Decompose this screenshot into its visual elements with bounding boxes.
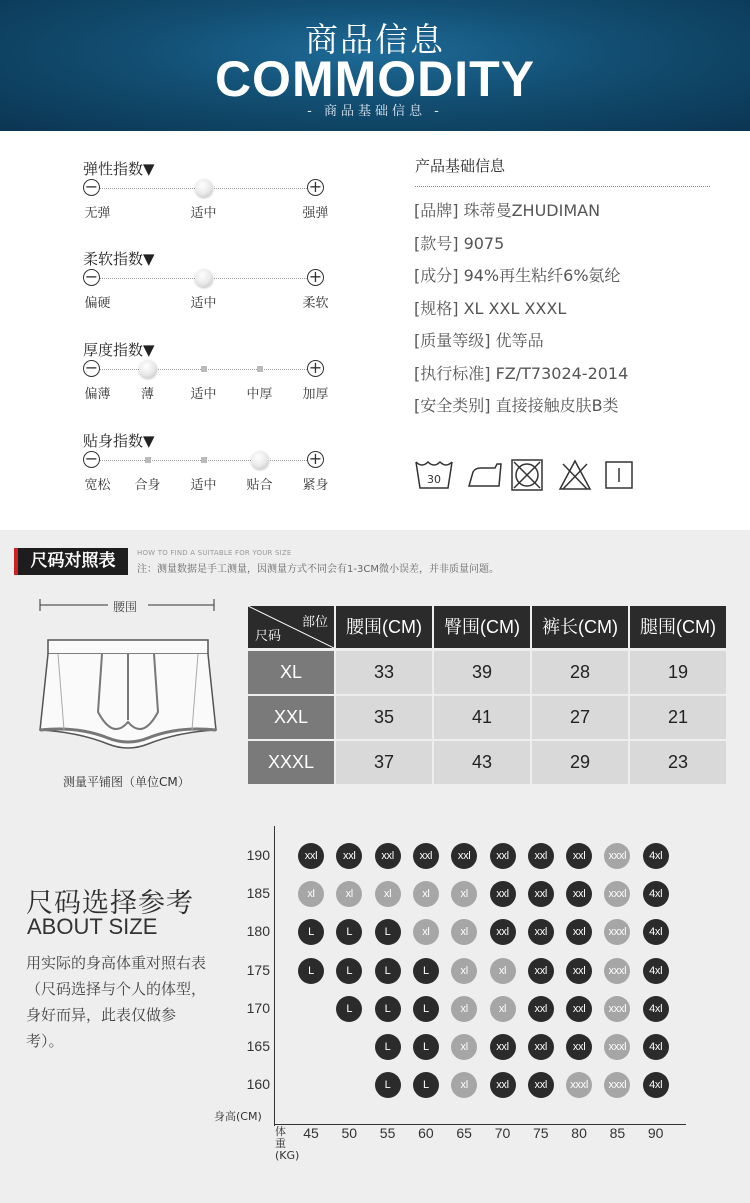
minus-icon: − <box>84 177 99 196</box>
size-dot: 4xl <box>643 958 669 984</box>
index-track <box>100 460 315 461</box>
size-chart-badge: 尺码对照表 <box>18 548 128 575</box>
index-track <box>100 369 315 370</box>
wash-temp: 30 <box>427 473 441 486</box>
table-header-cell: 腿围(CM) <box>630 606 726 648</box>
plus-icon: + <box>308 449 323 468</box>
y-tick-label: 185 <box>246 885 270 902</box>
size-dot: xxxl <box>604 881 630 907</box>
table-value-cell: 37 <box>336 741 432 784</box>
product-info-row: [成分] 94%再生粘纤6%氨纶 <box>414 266 621 285</box>
minus-icon: − <box>84 267 99 286</box>
y-tick-label: 170 <box>246 999 270 1016</box>
product-info-row: [安全类别] 直接接触皮肤B类 <box>414 396 619 415</box>
size-dot: xl <box>490 996 516 1022</box>
table-size-cell: XL <box>248 651 334 694</box>
y-tick-label: 190 <box>246 847 270 863</box>
x-axis-label: 体重(KG) <box>275 1125 300 1162</box>
y-tick-label: 165 <box>246 1038 270 1054</box>
index-label: 加厚 <box>302 387 329 402</box>
product-info-row: [款号] 9075 <box>414 233 505 253</box>
y-tick-label: 175 <box>246 961 270 978</box>
iron-icon <box>465 458 505 492</box>
plus-icon: + <box>308 267 323 286</box>
size-dot: xxl <box>490 919 516 945</box>
size-dot: xxxl <box>604 1034 630 1060</box>
no-bleach-icon <box>558 458 592 492</box>
index-tick <box>201 366 207 372</box>
table-header-cell: 臀围(CM) <box>434 606 530 648</box>
x-tick-label: 75 <box>533 1125 549 1141</box>
size-dot: L <box>298 958 324 984</box>
size-dot: L <box>375 958 401 984</box>
minus-icon: − <box>84 358 99 377</box>
size-dot: L <box>413 1034 439 1060</box>
x-tick-label: 80 <box>571 1125 587 1141</box>
size-dot: xxl <box>566 958 592 984</box>
size-dot: L <box>413 1072 439 1098</box>
index-knob <box>251 451 269 469</box>
size-dot: xxl <box>375 843 401 869</box>
index-label: 偏薄 <box>84 387 111 402</box>
index-label: 薄 <box>140 387 155 402</box>
size-dot: xxl <box>298 843 324 869</box>
size-dot: xl <box>413 919 439 945</box>
size-dot: xl <box>298 881 324 907</box>
size-dot: xxxl <box>604 919 630 945</box>
index-tick <box>201 457 207 463</box>
size-dot: L <box>413 958 439 984</box>
size-dot: 4xl <box>643 1072 669 1098</box>
index-label: 中厚 <box>246 387 273 402</box>
size-dot: xxl <box>413 843 439 869</box>
table-value-cell: 19 <box>630 651 726 694</box>
x-tick-label: 70 <box>494 1125 511 1141</box>
size-dot: xxl <box>566 881 592 907</box>
table-size-cell: XXXL <box>248 741 334 784</box>
x-tick-label: 45 <box>303 1125 319 1141</box>
size-dot: L <box>375 1072 401 1098</box>
size-dot: xxl <box>528 996 554 1022</box>
size-dot: L <box>413 996 439 1022</box>
index-block <box>83 339 343 419</box>
size-dot: xxl <box>528 919 554 945</box>
index-block <box>83 158 343 238</box>
index-label: 无弹 <box>84 206 111 221</box>
size-note: 注：测量数据是手工测量，因测量方式不同会有1-3CM微小误差，并非质量问题。 <box>137 564 499 575</box>
product-info-row: [品牌] 珠蒂曼ZHUDIMAN <box>414 201 601 220</box>
index-label: 柔软 <box>302 296 329 311</box>
header-title-cn: 商品信息 <box>305 20 445 59</box>
size-dot: L <box>298 919 324 945</box>
plus-icon: + <box>308 177 323 196</box>
size-dot: xxl <box>336 843 362 869</box>
minus-icon: − <box>84 449 99 468</box>
header-subtitle: - 商品基础信息 - <box>307 104 443 119</box>
size-dot: xl <box>490 958 516 984</box>
index-title: 厚度指数▼ <box>83 341 155 359</box>
waist-label: 腰围 <box>113 600 138 614</box>
index-title: 柔软指数▼ <box>83 250 155 268</box>
size-dot: xxxl <box>604 996 630 1022</box>
size-dot: L <box>336 958 362 984</box>
size-dot: xxxl <box>566 1072 592 1098</box>
index-label: 紧身 <box>302 478 329 493</box>
size-dot: xl <box>451 958 477 984</box>
index-tick <box>145 457 151 463</box>
size-dot: xxl <box>528 1072 554 1098</box>
size-dot: 4xl <box>643 919 669 945</box>
size-dot: xxl <box>490 843 516 869</box>
size-dot: xxl <box>490 881 516 907</box>
table-corner <box>248 606 334 648</box>
size-dot: xxxl <box>604 1072 630 1098</box>
size-dot: xxl <box>566 1034 592 1060</box>
index-tick <box>257 366 263 372</box>
size-dot: xl <box>336 881 362 907</box>
index-title: 贴身指数▼ <box>83 432 155 450</box>
index-title: 弹性指数▼ <box>83 160 155 178</box>
index-block <box>83 430 343 510</box>
table-value-cell: 35 <box>336 696 432 739</box>
size-dot: xl <box>451 881 477 907</box>
product-info-title: 产品基础信息 <box>415 155 710 187</box>
wash-30-icon <box>414 458 454 492</box>
table-value-cell: 23 <box>630 741 726 784</box>
size-dot: xxl <box>451 843 477 869</box>
y-axis <box>274 826 275 1126</box>
size-dot: xxl <box>490 1072 516 1098</box>
header-banner <box>0 0 750 131</box>
corner-part-label: 部位 <box>301 615 328 630</box>
size-dot: L <box>375 919 401 945</box>
size-dot: xl <box>451 996 477 1022</box>
size-dot: xxl <box>566 996 592 1022</box>
size-dot: xxl <box>528 958 554 984</box>
underwear-diagram <box>38 622 218 752</box>
table-value-cell: 27 <box>532 696 628 739</box>
product-info <box>415 155 710 187</box>
x-tick-label: 55 <box>379 1125 396 1141</box>
size-dot: xxl <box>566 843 592 869</box>
measure-caption: 测量平铺图（单位CM） <box>63 775 190 789</box>
size-dot: L <box>375 1034 401 1060</box>
size-dot: xxl <box>490 1034 516 1060</box>
size-dot: L <box>336 996 362 1022</box>
index-label: 适中 <box>190 478 217 493</box>
y-axis-label: 身高(CM) <box>214 1110 262 1123</box>
index-label: 贴合 <box>246 478 273 493</box>
x-tick-label: 90 <box>647 1125 664 1141</box>
table-value-cell: 41 <box>434 696 530 739</box>
table-value-cell: 21 <box>630 696 726 739</box>
table-header-cell: 裤长(CM) <box>532 606 628 648</box>
index-knob <box>139 360 157 378</box>
table-header-cell: 腰围(CM) <box>336 606 432 648</box>
index-label: 合身 <box>134 478 161 493</box>
table-size-cell: XXL <box>248 696 334 739</box>
y-tick-label: 160 <box>246 1076 270 1093</box>
table-value-cell: 28 <box>532 651 628 694</box>
line-dry-icon <box>604 458 634 492</box>
size-dot: xl <box>451 919 477 945</box>
plus-icon: + <box>308 358 323 377</box>
index-label: 强弹 <box>302 206 329 221</box>
index-knob <box>195 269 213 287</box>
size-dot: 4xl <box>643 843 669 869</box>
product-info-row: [执行标准] FZ/T73024-2014 <box>414 363 629 383</box>
x-tick-label: 85 <box>609 1125 626 1141</box>
index-label: 偏硬 <box>84 296 111 311</box>
size-dot: xxl <box>528 881 554 907</box>
index-label: 适中 <box>190 206 217 221</box>
size-dot: 4xl <box>643 881 669 907</box>
product-info-row: [质量等级] 优等品 <box>414 331 544 350</box>
size-dot: xxxl <box>604 843 630 869</box>
no-tumble-dry-icon <box>510 458 544 492</box>
x-tick-label: 60 <box>418 1125 434 1141</box>
index-knob <box>195 179 213 197</box>
table-value-cell: 29 <box>532 741 628 784</box>
size-dot: xl <box>451 1034 477 1060</box>
size-ref-description: 用实际的身高体重对照右表（尺码选择与个人的体型，身好而异，此表仅做参考）。 <box>26 954 207 1050</box>
table-value-cell: 39 <box>434 651 530 694</box>
header-title-en: COMMODITY <box>214 51 536 107</box>
size-dot: 4xl <box>643 996 669 1022</box>
size-dot: xxl <box>528 1034 554 1060</box>
y-tick-label: 180 <box>246 923 270 940</box>
table-value-cell: 33 <box>336 651 432 694</box>
index-label: 宽松 <box>84 478 111 493</box>
size-dot: L <box>375 996 401 1022</box>
index-label: 适中 <box>190 296 217 311</box>
size-ref-title-cn: 尺码选择参考 <box>26 888 194 919</box>
size-dot: xxl <box>528 843 554 869</box>
x-tick-label: 50 <box>341 1125 358 1141</box>
size-how-to: HOW TO FIND A SUITABLE FOR YOUR SIZE <box>137 549 292 557</box>
size-ref-title-en: ABOUT SIZE <box>27 914 158 939</box>
x-tick-label: 65 <box>456 1125 472 1141</box>
product-info-row: [规格] XL XXL XXXL <box>414 298 567 318</box>
size-dot: xxl <box>566 919 592 945</box>
index-label: 适中 <box>190 387 217 402</box>
size-dot: xl <box>375 881 401 907</box>
corner-size-label: 尺码 <box>255 629 282 644</box>
index-block <box>83 248 343 328</box>
size-dot: 4xl <box>643 1034 669 1060</box>
table-value-cell: 43 <box>434 741 530 784</box>
size-dot: xxxl <box>604 958 630 984</box>
size-dot: L <box>336 919 362 945</box>
size-dot: xl <box>413 881 439 907</box>
size-dot: xl <box>451 1072 477 1098</box>
